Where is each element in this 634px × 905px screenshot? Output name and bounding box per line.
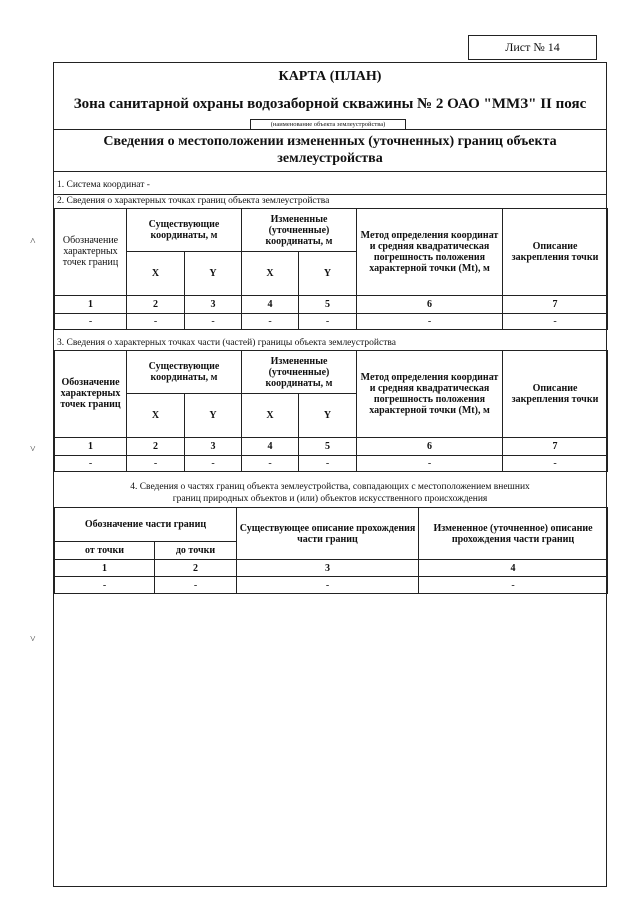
table-cell: - (155, 577, 237, 594)
table-row (55, 455, 608, 471)
table-cell: 5 (299, 295, 357, 313)
col-y: Y (185, 394, 242, 437)
col-designation: Обозначение характерных точек границ (55, 351, 127, 438)
part-points-table (54, 350, 608, 472)
table-cell: 1 (55, 437, 127, 455)
table-row (55, 577, 608, 594)
table-cell: 6 (357, 437, 503, 455)
document-subtitle: Зона санитарной охраны водозаборной скважины № 2 ОАО "ММЗ" II пояс (73, 96, 587, 112)
table-cell: - (55, 313, 127, 329)
table-row (55, 295, 608, 313)
table-cell: - (299, 455, 357, 471)
col-description: Описание закрепления точки (503, 351, 608, 438)
table-cell: - (503, 313, 608, 329)
heading-line-2: землеустройства (277, 151, 383, 166)
col-x: X (242, 394, 299, 437)
scan-mark: ˅ (30, 634, 36, 645)
col-changed-description: Измененное (уточненное) описание прохождения части границ (419, 508, 608, 560)
col-x: X (127, 252, 185, 295)
table-cell: - (127, 313, 185, 329)
divider (54, 129, 606, 130)
table-cell: - (127, 455, 185, 471)
col-existing-description: Существующее описание прохождения части границ (237, 508, 419, 560)
col-changed-coords: Измененные (уточненные) координаты, м (242, 209, 357, 252)
table-cell: 2 (127, 437, 185, 455)
table-cell: - (357, 455, 503, 471)
scan-mark: ˅ (30, 444, 36, 455)
table-cell: - (55, 577, 155, 594)
divider (54, 194, 606, 195)
col-description: Описание закрепления точки (503, 209, 608, 296)
col-method: Метод определения координат и средняя квадратическая погрешность положения характерной точки (Mt), м (357, 209, 503, 296)
section-3-title: 3. Сведения о характерных точках части (частей) границы объекта землеустройства (57, 338, 396, 348)
section-4-line-2: границ природных объектов и (или) объектов искусственного происхождения (172, 494, 488, 504)
table-cell: - (299, 313, 357, 329)
table-cell: - (242, 313, 299, 329)
table-cell: 3 (185, 437, 242, 455)
table-cell: 1 (55, 560, 155, 577)
section-4-title (54, 481, 606, 505)
table-cell: 3 (185, 295, 242, 313)
table-cell: - (55, 455, 127, 471)
table-cell: 5 (299, 437, 357, 455)
col-x: X (127, 394, 185, 437)
table-cell: 2 (155, 560, 237, 577)
section-heading (54, 133, 606, 167)
section-2-title: 2. Сведения о характерных точках границ объекта землеустройства (57, 196, 330, 206)
section-1-coordinate-system: 1. Система координат - (57, 180, 150, 190)
table-cell: 2 (127, 295, 185, 313)
table-cell: 1 (55, 295, 127, 313)
boundary-parts-table (54, 507, 608, 594)
divider (54, 171, 606, 172)
col-existing-coords: Существующие координаты, м (127, 209, 242, 252)
table-cell: 4 (242, 295, 299, 313)
table-cell: - (237, 577, 419, 594)
section-4-line-1: 4. Сведения о частях границ объекта землеустройства, совпадающих с местоположением внешних (130, 482, 530, 492)
col-from-point: от точки (55, 542, 155, 560)
sheet-number-label: Лист № 14 (505, 40, 560, 54)
col-changed-coords: Измененные (уточненные) координаты, м (242, 351, 357, 394)
col-x: X (242, 252, 299, 295)
table-cell: - (185, 313, 242, 329)
boundary-points-table (54, 208, 608, 330)
object-name-note: (наименование объекта землеустройства) (250, 119, 406, 129)
scan-mark: ˄ (30, 236, 36, 247)
table-cell: 7 (503, 295, 608, 313)
document-title: КАРТА (ПЛАН) (278, 69, 382, 84)
table-row (55, 313, 608, 329)
table-cell: 7 (503, 437, 608, 455)
col-y: Y (185, 252, 242, 295)
col-y: Y (299, 252, 357, 295)
col-y: Y (299, 394, 357, 437)
table-cell: - (242, 455, 299, 471)
table-cell: 4 (242, 437, 299, 455)
sheet-number-box (468, 35, 597, 60)
col-to-point: до точки (155, 542, 237, 560)
heading-line-1: Сведения о местоположении измененных (уточненных) границ объекта (103, 134, 557, 149)
table-cell: - (419, 577, 608, 594)
table-cell: - (357, 313, 503, 329)
col-existing-coords: Существующие координаты, м (127, 351, 242, 394)
table-cell: - (503, 455, 608, 471)
document-frame (53, 62, 607, 887)
table-cell: 4 (419, 560, 608, 577)
table-row (55, 560, 608, 577)
table-row (55, 437, 608, 455)
table-cell: 3 (237, 560, 419, 577)
table-cell: - (185, 455, 242, 471)
table-cell: 6 (357, 295, 503, 313)
col-part-designation: Обозначение части границ (55, 508, 237, 542)
col-designation: Обозначение характерных точек границ (55, 209, 127, 296)
col-method: Метод определения координат и средняя квадратическая погрешность положения характерной точки (Mt), м (357, 351, 503, 438)
